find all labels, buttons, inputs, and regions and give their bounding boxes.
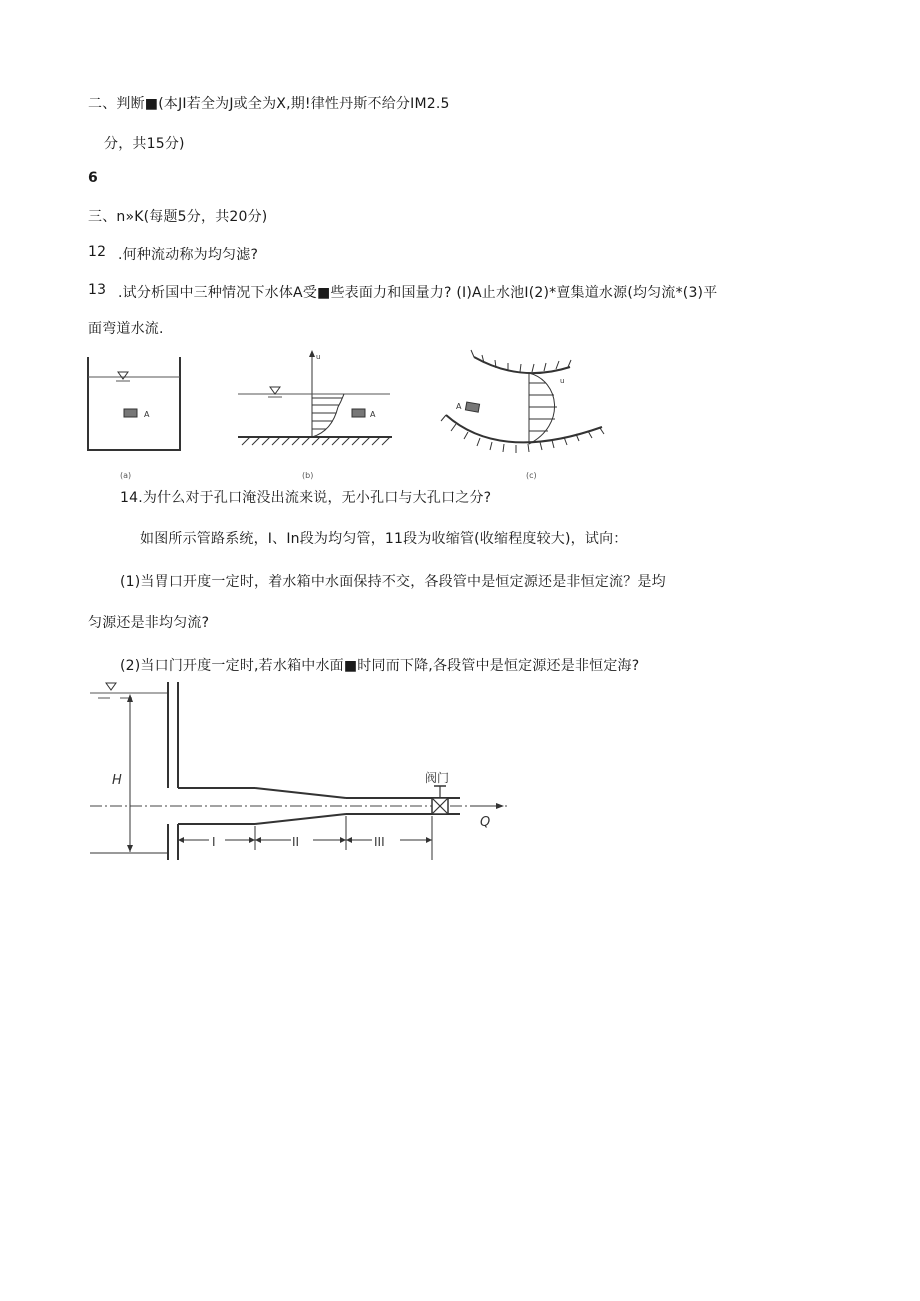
q15-part1-line2: 匀源还是非均匀流?	[88, 615, 210, 631]
answer-6: 6	[88, 170, 98, 186]
q13-number: 13	[88, 282, 107, 298]
q12-text: .何种流动称为均匀滤?	[118, 247, 259, 263]
figure-b-caption: (b)	[302, 471, 314, 480]
figure-a-tank	[88, 357, 180, 480]
section2-line2: 分，共15分)	[104, 136, 185, 152]
figure-c-bend	[441, 350, 604, 480]
q15-part2: (2)当口门开度一定时,若水箱中水面■时同而下降,各段管中是恒定源还是非恒定海?	[120, 658, 640, 674]
figure-pipe-system	[80, 680, 530, 870]
figure-a-caption: (a)	[120, 471, 132, 480]
figure-b-channel	[238, 350, 392, 480]
figure-b-u-label: u	[316, 353, 321, 361]
segment-dimensions	[178, 816, 432, 860]
valve-icon	[425, 770, 449, 814]
q14-text: 14.为什么对于孔口淹没出流来说，无小孔口与大孔口之分?	[120, 490, 492, 506]
flow-arrow	[470, 803, 504, 830]
label-H: H	[112, 773, 122, 788]
segment-I-label: I	[212, 835, 216, 849]
figure-three-cases	[80, 345, 610, 485]
figure-c-u-label: u	[560, 377, 565, 385]
q13-text-line1: .试分析国中三种情况下水体A受■些表面力和国量力? (I)A止水池I(2)*亶集道水源(均匀流*(3)平	[118, 285, 718, 301]
q15-intro: 如图所示管路系统，I、In段为均匀管，11段为收缩管(收缩程度较大)，试向：	[140, 531, 628, 547]
figure-a-label: A	[144, 410, 150, 419]
section3-heading: 三、n»K(每题5分，共20分)	[88, 209, 268, 225]
height-dimension	[112, 694, 133, 852]
q12-number: 12	[88, 244, 107, 260]
q13-text-line2: 面弯道水流.	[88, 321, 164, 337]
label-Q: Q	[480, 815, 491, 830]
segment-II-label: II	[292, 835, 300, 849]
figure-c-caption: (c)	[526, 471, 537, 480]
segment-III-label: III	[374, 835, 385, 849]
water-surface-symbol	[90, 683, 168, 698]
section2-line1: 二、判断■(本JI若全为J或全为X,期!律性丹斯不给分IM2.5	[88, 96, 450, 112]
figure-b-label: A	[370, 410, 376, 419]
valve-label: 阀门	[425, 771, 450, 785]
q15-part1-line1: (1)当胃口开度一定时，着水箱中水面保持不交，各段管中是恒定源还是非恒定流？是均	[120, 574, 666, 590]
figure-c-label: A	[456, 402, 462, 411]
